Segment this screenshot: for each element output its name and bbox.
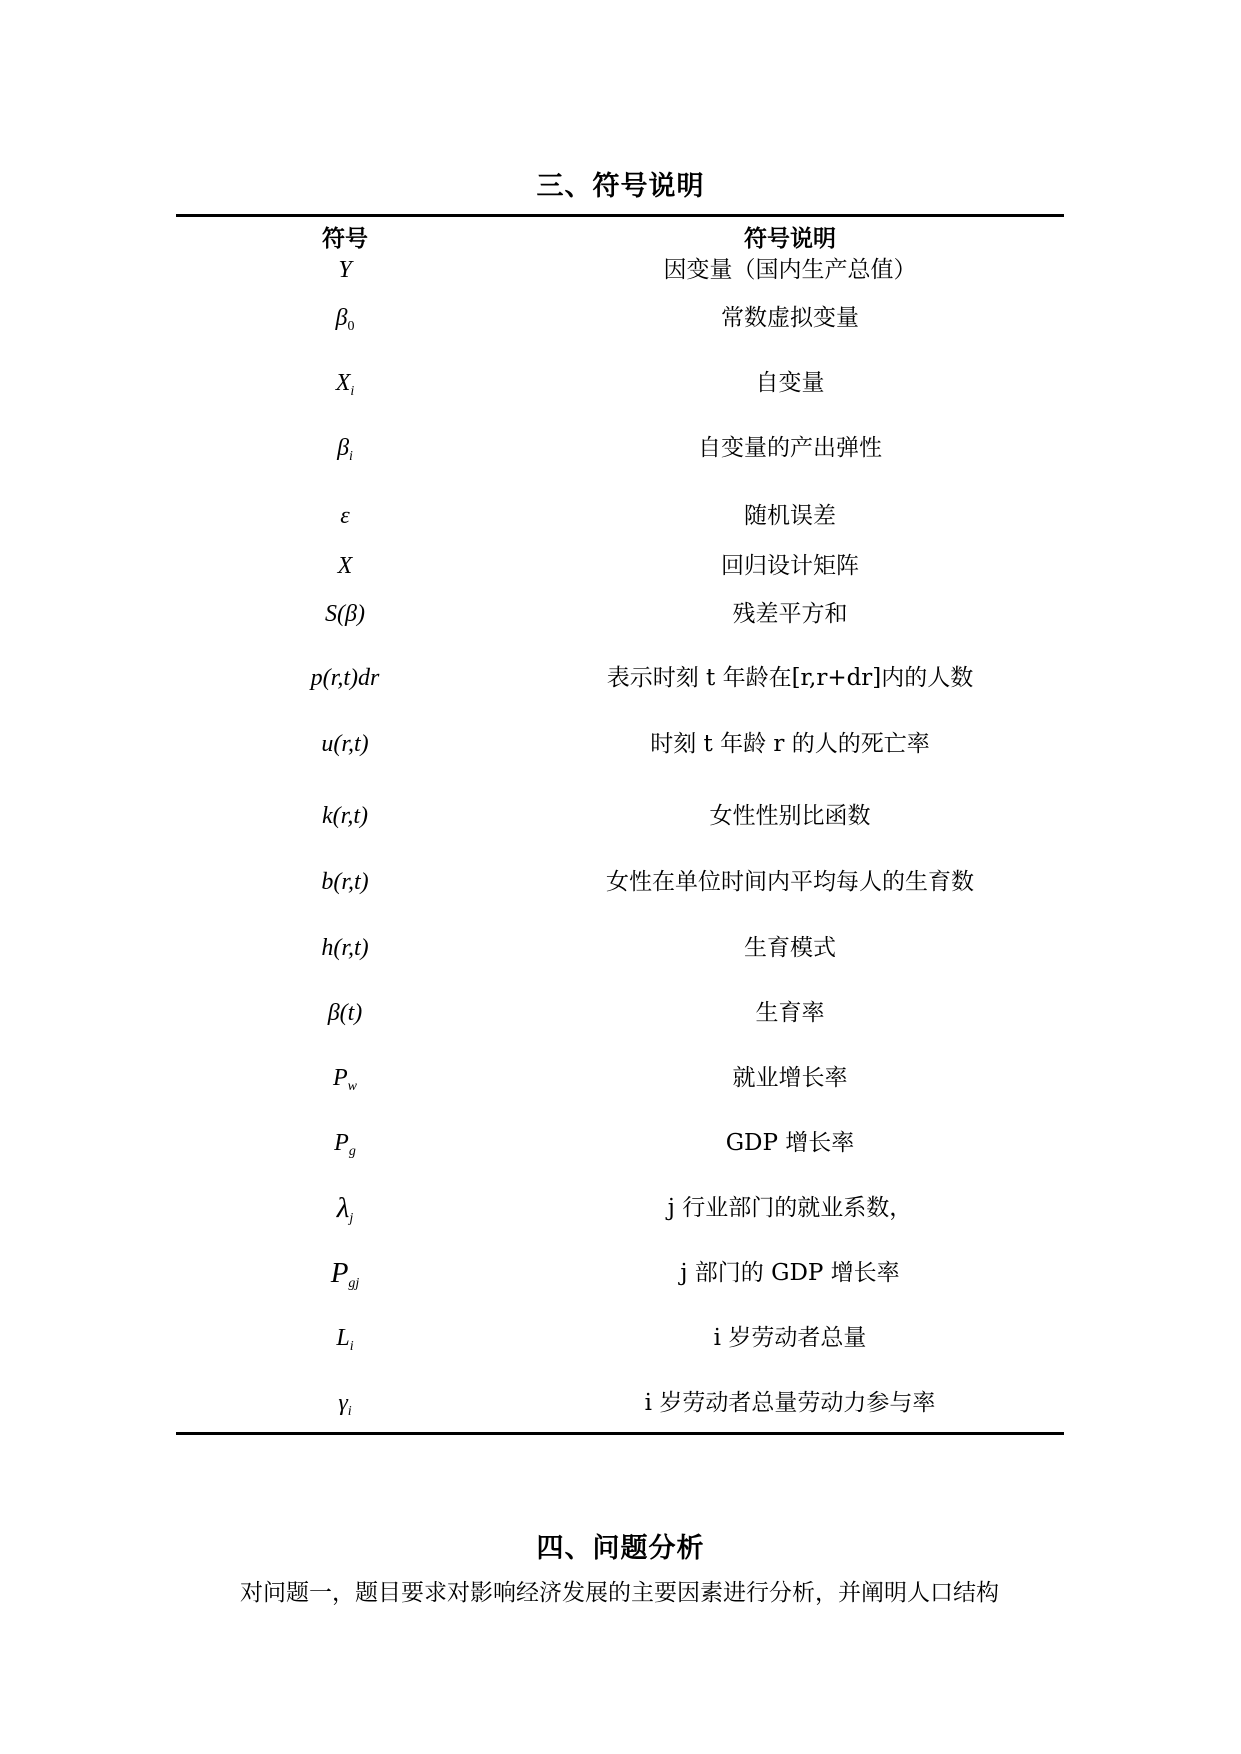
description-cell: 生育模式 bbox=[744, 935, 836, 961]
table-row bbox=[0, 296, 1241, 340]
table-row bbox=[0, 1121, 1241, 1165]
description-cell: 表示时刻 t 年龄在[r,r+dr]内的人数 bbox=[606, 665, 974, 691]
symbol-cell: $P_g$ bbox=[334, 1130, 356, 1159]
column-header-symbol: 符号 bbox=[322, 226, 368, 252]
symbol-cell: u(r,t) bbox=[321, 731, 369, 757]
description-cell: j 行业部门的就业系数， bbox=[667, 1195, 913, 1221]
table-row bbox=[0, 494, 1241, 538]
section-three-heading: 三、符号说明 bbox=[536, 171, 705, 202]
table-top-rule bbox=[176, 214, 1064, 217]
symbol-cell: $\beta_0$ bbox=[335, 305, 355, 334]
description-cell: 自变量 bbox=[755, 370, 825, 396]
description-cell: 时刻 t 年龄 r 的人的死亡率 bbox=[650, 731, 930, 757]
description-cell: 自变量的产出弹性 bbox=[698, 435, 882, 461]
description-cell: 女性性别比函数 bbox=[709, 803, 871, 829]
symbol-cell: $P_{gj}$ bbox=[330, 1257, 360, 1291]
description-cell: 因变量（国内生产总值） bbox=[663, 257, 917, 283]
symbol-cell: S(β) bbox=[325, 601, 365, 627]
symbol-cell: Y bbox=[338, 257, 352, 283]
description-cell: 回归设计矩阵 bbox=[721, 553, 859, 579]
body-paragraph: 对问题一，题目要求对影响经济发展的主要因素进行分析，并阐明人口结构 bbox=[240, 1580, 999, 1606]
table-row bbox=[0, 426, 1241, 470]
description-cell: i 岁劳动者总量 bbox=[713, 1325, 867, 1351]
section-four-heading: 四、问题分析 bbox=[536, 1533, 705, 1564]
symbol-cell: b(r,t) bbox=[321, 869, 369, 895]
table-row bbox=[0, 991, 1241, 1035]
description-cell: 残差平方和 bbox=[732, 601, 848, 627]
description-cell: 随机误差 bbox=[744, 503, 836, 529]
description-cell: GDP 增长率 bbox=[725, 1130, 855, 1156]
symbol-cell: $\lambda_j$ bbox=[336, 1192, 354, 1226]
table-row bbox=[0, 1251, 1241, 1295]
symbol-cell: $\gamma_i$ bbox=[338, 1390, 352, 1419]
symbol-cell: $L_i$ bbox=[336, 1325, 354, 1354]
table-row bbox=[0, 926, 1241, 970]
column-header-description: 符号说明 bbox=[744, 226, 836, 252]
table-row bbox=[0, 248, 1241, 292]
description-cell: 女性在单位时间内平均每人的生育数 bbox=[606, 869, 974, 895]
symbol-cell: ε bbox=[340, 503, 350, 529]
table-row bbox=[0, 794, 1241, 838]
symbol-cell: $P_w$ bbox=[332, 1065, 357, 1094]
table-row bbox=[0, 361, 1241, 405]
table-row bbox=[0, 1316, 1241, 1360]
table-row bbox=[0, 1381, 1241, 1425]
table-row bbox=[0, 544, 1241, 588]
table-row bbox=[0, 1056, 1241, 1100]
table-row bbox=[0, 1186, 1241, 1230]
description-cell: i 岁劳动者总量劳动力参与率 bbox=[644, 1390, 936, 1416]
symbol-cell: h(r,t) bbox=[321, 935, 369, 961]
description-cell: 生育率 bbox=[755, 1000, 825, 1026]
table-row bbox=[0, 860, 1241, 904]
description-cell: j 部门的 GDP 增长率 bbox=[680, 1260, 900, 1286]
table-bottom-rule bbox=[176, 1432, 1064, 1435]
description-cell: 就业增长率 bbox=[732, 1065, 848, 1091]
symbol-cell: X bbox=[337, 553, 353, 579]
symbol-cell: p(r,t)dr bbox=[310, 665, 380, 691]
symbol-cell: k(r,t) bbox=[322, 803, 368, 829]
symbol-cell: $\beta_i$ bbox=[337, 435, 353, 464]
table-row bbox=[0, 656, 1241, 700]
symbol-cell: $X_i$ bbox=[335, 370, 355, 399]
table-row bbox=[0, 722, 1241, 766]
description-cell: 常数虚拟变量 bbox=[721, 305, 859, 331]
symbol-cell: β(t) bbox=[327, 1000, 363, 1026]
table-row bbox=[0, 592, 1241, 636]
